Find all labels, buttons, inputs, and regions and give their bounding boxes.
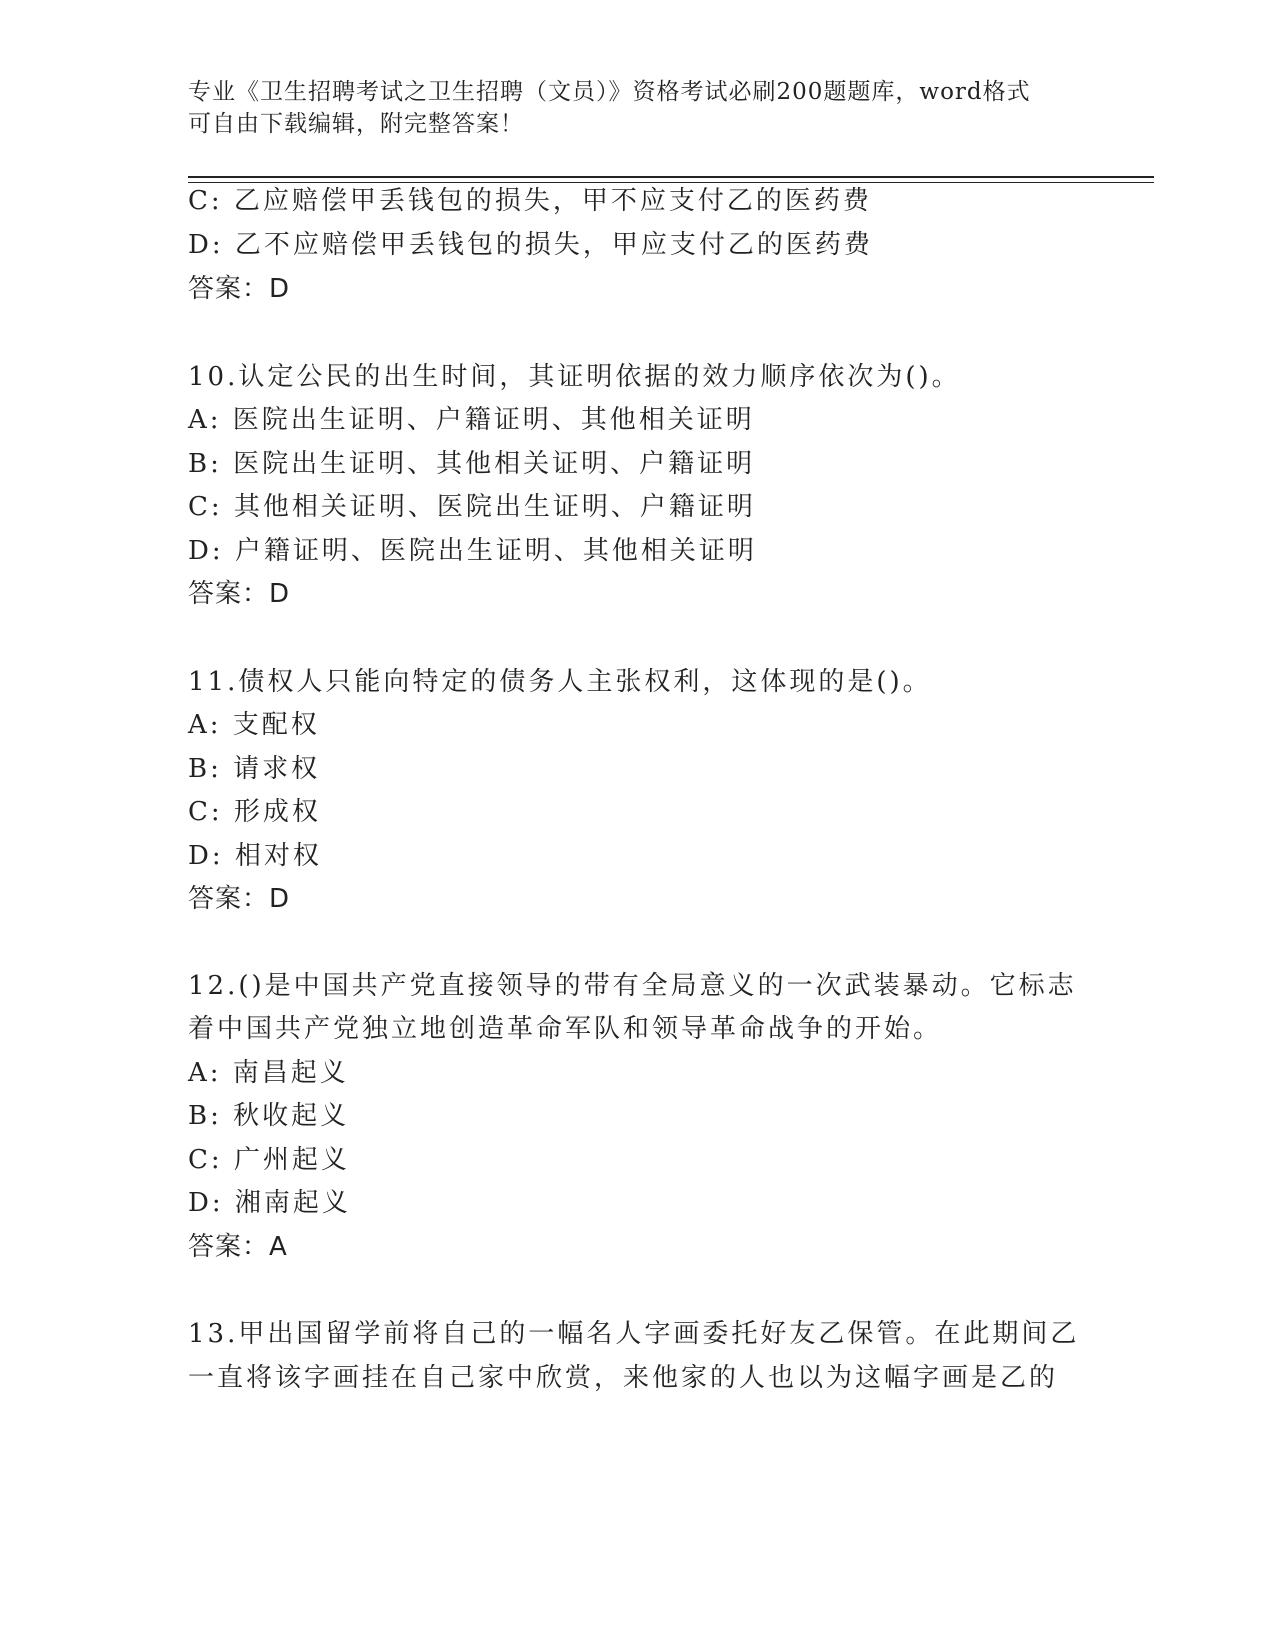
q12-option-d: D: 湘南起义 [188,1188,351,1218]
q9-answer: 答案：D [188,274,291,304]
q12-stem-line-1: 12.()是中国共产党直接领导的带有全局意义的一次武装暴动。它标志 [188,971,1077,1001]
q11-stem: 11.债权人只能向特定的债务人主张权利，这体现的是()。 [188,667,932,697]
q10-option-d: D: 户籍证明、医院出生证明、其他相关证明 [188,536,757,566]
q12-option-a: A: 南昌起义 [188,1058,349,1088]
q11-option-c: C: 形成权 [188,797,321,827]
q11-option-a: A: 支配权 [188,710,320,740]
q9-option-c: C: 乙应赔偿甲丢钱包的损失，甲不应支付乙的医药费 [188,186,872,216]
header-divider-thin [188,182,1154,183]
q11-answer: 答案：D [188,884,291,914]
header-line-1: 专业《卫生招聘考试之卫生招聘（文员）》资格考试必刷200题题库，word格式 [188,79,1031,105]
q12-option-c: C: 广州起义 [188,1145,350,1175]
q13-stem-line-2: 一直将该字画挂在自己家中欣赏，来他家的人也以为这幅字画是乙的 [188,1363,1059,1393]
q12-answer: 答案：A [188,1232,288,1262]
q10-stem: 10.认定公民的出生时间，其证明依据的效力顺序依次为()。 [188,362,961,392]
q12-stem-line-2: 着中国共产党独立地创造革命军队和领导革命战争的开始。 [188,1014,943,1044]
q10-option-c: C: 其他相关证明、医院出生证明、户籍证明 [188,492,756,522]
q9-option-d: D: 乙不应赔偿甲丢钱包的损失，甲应支付乙的医药费 [188,230,873,260]
q11-option-b: B: 请求权 [188,754,321,784]
page-header [188,76,1088,140]
q10-answer: 答案：D [188,579,291,609]
q10-option-a: A: 医院出生证明、户籍证明、其他相关证明 [188,405,755,435]
header-line-2: 可自由下载编辑，附完整答案！ [188,111,524,137]
q12-option-b: B: 秋收起义 [188,1101,350,1131]
q10-option-b: B: 医院出生证明、其他相关证明、户籍证明 [188,449,756,479]
q13-stem-line-1: 13.甲出国留学前将自己的一幅名人字画委托好友乙保管。在此期间乙 [188,1319,1080,1349]
q11-option-d: D: 相对权 [188,841,322,871]
header-divider-thick [188,176,1154,178]
